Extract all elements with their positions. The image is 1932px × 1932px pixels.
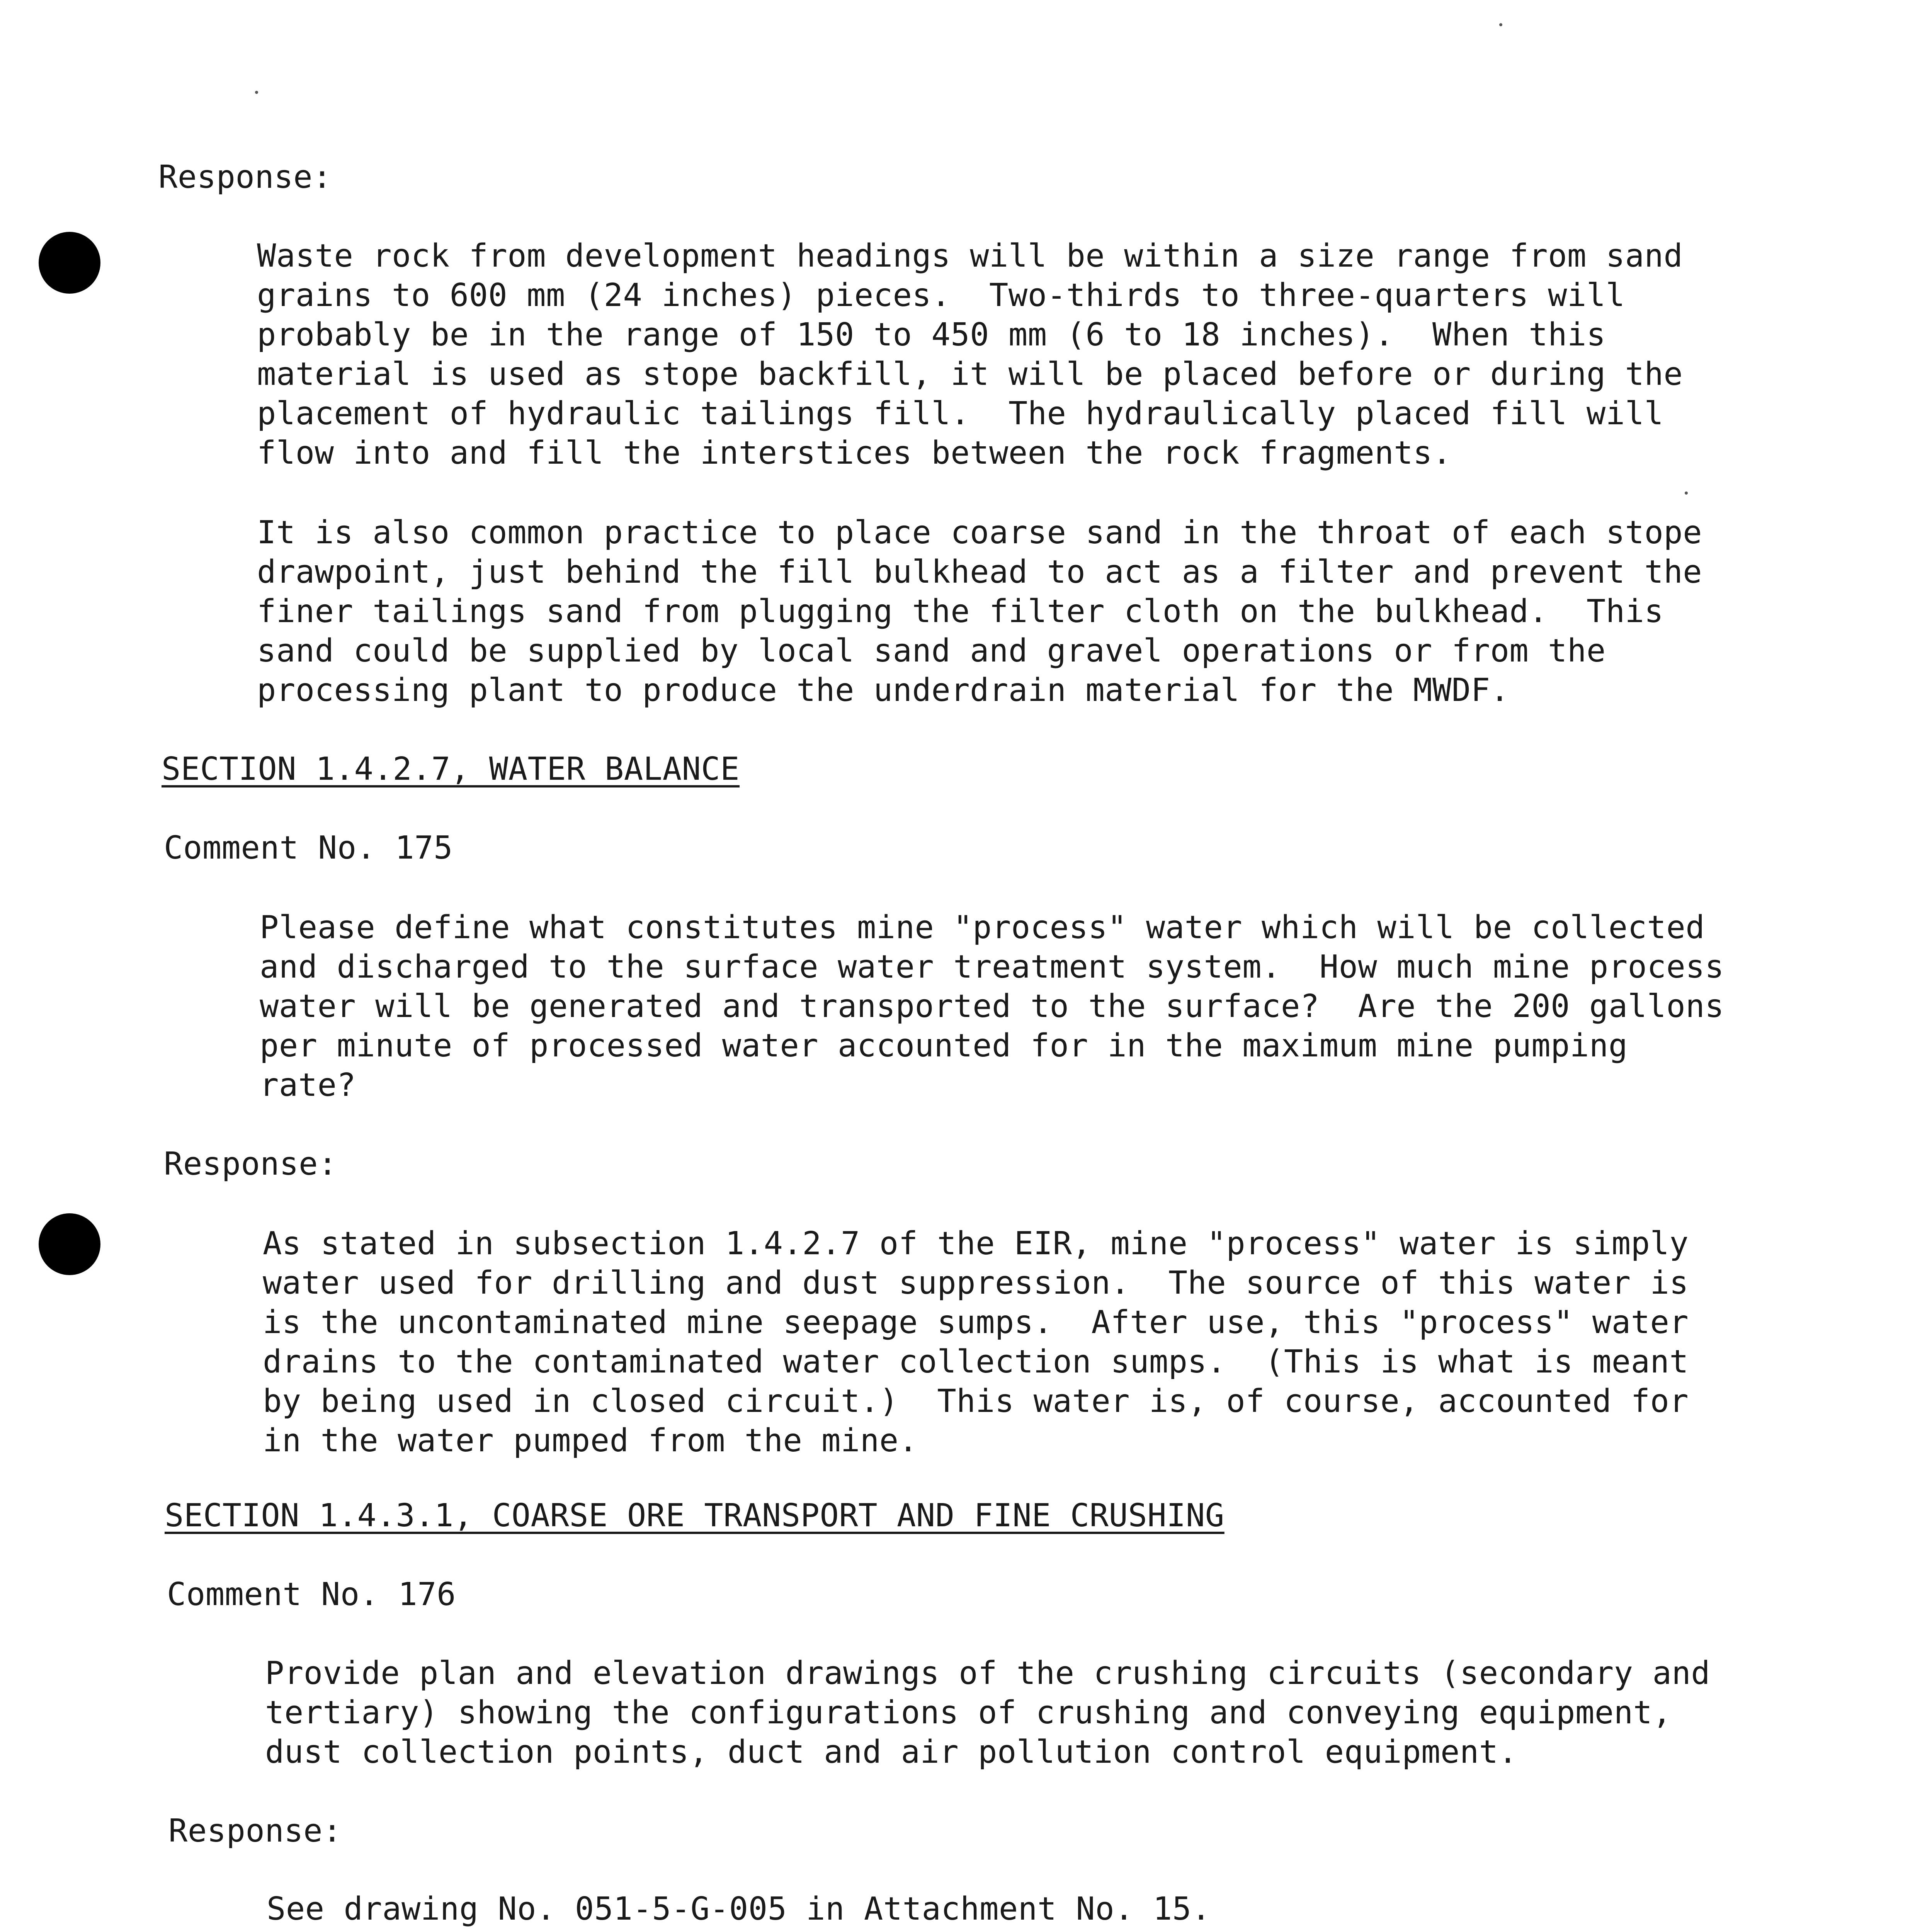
scan-speck: [255, 91, 258, 94]
response-line: probably be in the range of 150 to 450 mm (6 to 18 inches). When this: [257, 316, 1606, 353]
response-line: As stated in subsection 1.4.2.7 of the EIR, mine "process" water is simply: [263, 1225, 1689, 1262]
response-line: It is also common practice to place coarse sand in the throat of each stope: [257, 514, 1702, 551]
section-heading: SECTION 1.4.2.7, WATER BALANCE: [162, 751, 740, 787]
response-line: sand could be supplied by local sand and gravel operations or from the: [257, 633, 1606, 669]
response-line: material is used as stope backfill, it will be placed before or during the: [257, 356, 1683, 393]
response-label: Response:: [164, 1146, 337, 1182]
response-line: water used for drilling and dust suppression. The source of this water is: [263, 1265, 1689, 1301]
comment-line: Please define what constitutes mine "process" water which will be collected: [260, 909, 1705, 946]
scan-speck: [1499, 23, 1502, 26]
response-line: by being used in closed circuit.) This water is, of course, accounted for: [263, 1383, 1689, 1420]
response-label: Response:: [158, 159, 332, 196]
response-line: flow into and fill the interstices between the rock fragments.: [257, 435, 1452, 471]
comment-line: Provide plan and elevation drawings of the crushing circuits (secondary and: [265, 1655, 1711, 1692]
response-line: drawpoint, just behind the fill bulkhead to act as a filter and prevent the: [257, 554, 1702, 590]
response-line: drains to the contaminated water collection sumps. (This is what is meant: [263, 1344, 1689, 1380]
response-line: is the uncontaminated mine seepage sumps. After use, this "process" water: [263, 1304, 1689, 1341]
punch-hole-icon: [39, 1213, 100, 1275]
comment-line: water will be generated and transported to the surface? Are the 200 gallons: [260, 988, 1724, 1025]
comment-line: per minute of processed water accounted for in the maximum mine pumping: [260, 1027, 1628, 1064]
punch-hole-icon: [39, 232, 100, 294]
response-line: in the water pumped from the mine.: [263, 1422, 918, 1459]
comment-line: rate?: [260, 1067, 356, 1104]
scan-speck: [1685, 492, 1688, 495]
comment-line: dust collection points, duct and air pollution control equipment.: [265, 1734, 1518, 1770]
comment-line: tertiary) showing the configurations of crushing and conveying equipment,: [265, 1694, 1672, 1731]
response-line: See drawing No. 051-5-G-005 in Attachment No. 15.: [267, 1891, 1211, 1927]
comment-label: Comment No. 175: [164, 830, 453, 866]
section-heading: SECTION 1.4.3.1, COARSE ORE TRANSPORT AND FINE CRUSHING: [165, 1497, 1225, 1534]
response-label: Response:: [168, 1813, 342, 1849]
response-line: grains to 600 mm (24 inches) pieces. Two-thirds to three-quarters will: [257, 277, 1625, 314]
response-line: placement of hydraulic tailings fill. The hydraulically placed fill will: [257, 395, 1664, 432]
comment-line: and discharged to the surface water treatment system. How much mine process: [260, 949, 1724, 985]
response-line: Waste rock from development headings will be within a size range from sand: [257, 238, 1683, 274]
response-line: processing plant to produce the underdrain material for the MWDF.: [257, 672, 1510, 709]
response-line: finer tailings sand from plugging the filter cloth on the bulkhead. This: [257, 593, 1664, 630]
comment-label: Comment No. 176: [167, 1576, 456, 1613]
